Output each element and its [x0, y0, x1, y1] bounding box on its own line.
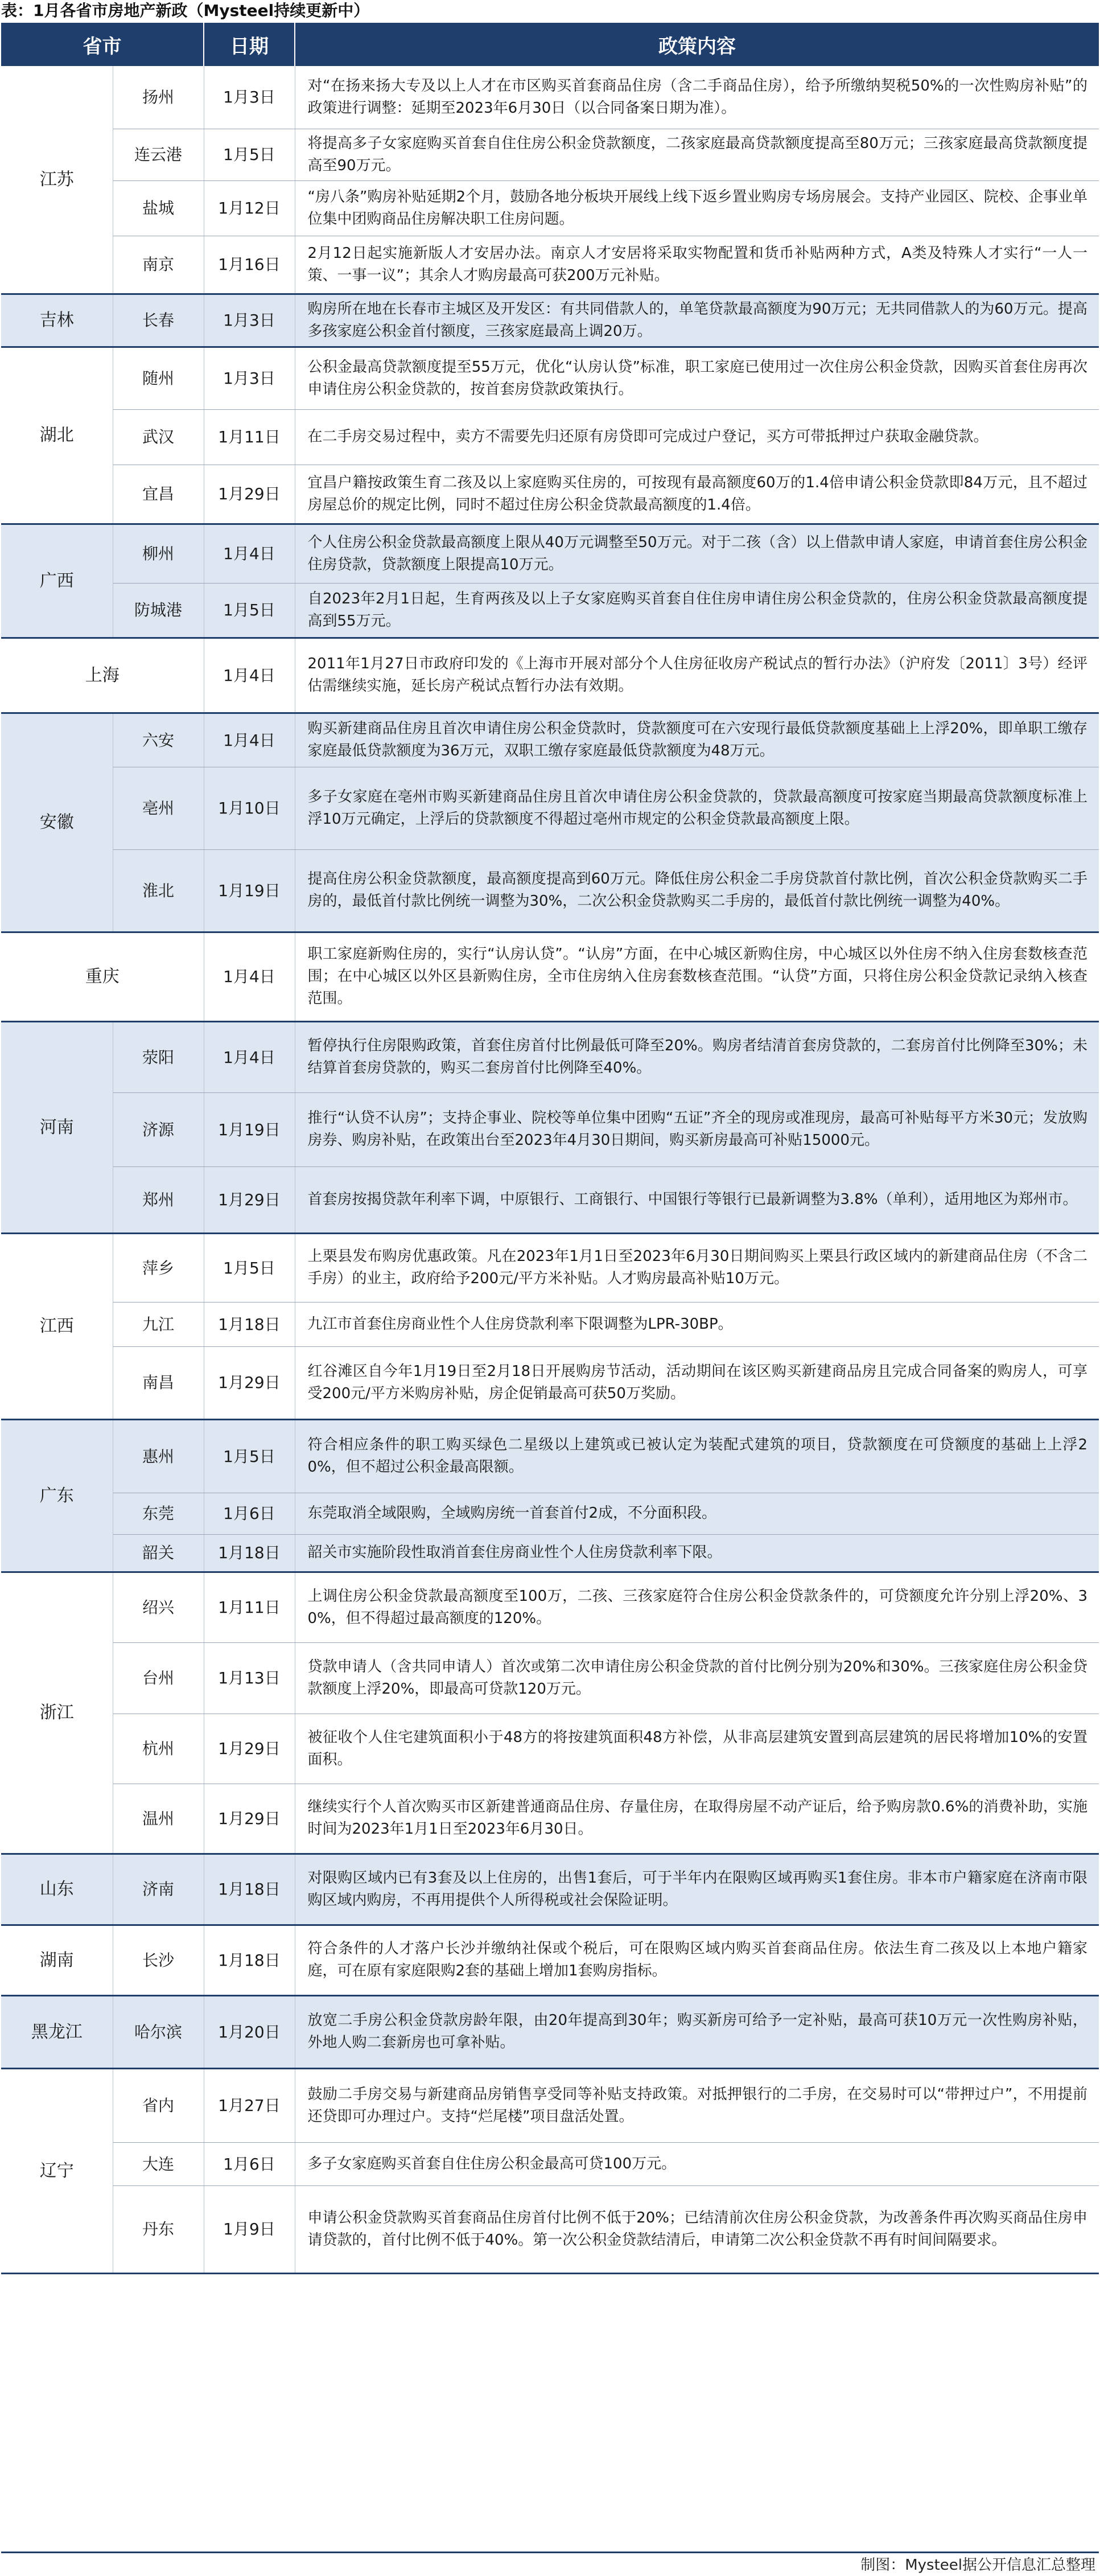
city-cell: 郑州 — [113, 1166, 204, 1233]
table-row — [1, 1021, 1099, 1092]
table-row — [1, 465, 1099, 524]
table-row — [1, 583, 1099, 638]
province-cell: 辽宁 — [1, 2068, 113, 2273]
policy-table — [1, 23, 1099, 2274]
table-row — [1, 1714, 1099, 1784]
date-cell: 1月29日 — [204, 1714, 295, 1784]
date-cell: 1月11日 — [204, 1572, 295, 1642]
date-cell: 1月3日 — [204, 294, 295, 347]
city-cell: 长沙 — [113, 1925, 204, 1995]
policy-cell: 多子女家庭在亳州市购买新建商品住房且首次申请住房公积金贷款的，贷款最高额度可按家庭当期最高贷款额度标准上浮10万元确定，上浮后的贷款额度不得超过亳州市规定的公积金贷款最高额度上限。 — [295, 767, 1099, 849]
policy-cell: 韶关市实施阶段性取消首套住房商业性个人住房贷款利率下限。 — [295, 1534, 1099, 1572]
table-row — [1, 294, 1099, 347]
table-row — [1, 1166, 1099, 1233]
table-row — [1, 347, 1099, 409]
date-cell: 1月29日 — [204, 1346, 295, 1419]
source-note: 制图：Mysteel据公开信息汇总整理 — [860, 2557, 1095, 2574]
header-province: 省市 — [1, 23, 204, 66]
date-cell: 1月9日 — [204, 2185, 295, 2273]
province-cell: 江西 — [1, 1233, 113, 1419]
city-cell: 南昌 — [113, 1346, 204, 1419]
date-cell: 1月6日 — [204, 2142, 295, 2185]
city-cell: 防城港 — [113, 583, 204, 638]
table-row — [1, 1854, 1099, 1925]
policy-cell: 东莞取消全域限购，全域购房统一首套首付2成，不分面积段。 — [295, 1493, 1099, 1534]
date-cell: 1月11日 — [204, 409, 295, 465]
city-cell: 长春 — [113, 294, 204, 347]
date-cell: 1月13日 — [204, 1642, 295, 1714]
policy-cell: 暂停执行住房限购政策，首套住房首付比例最低可降至20%。购房者结清首套房贷款的，二套房首付比例降至30%；未结算首套房贷款的，购买二套房首付比例降至40%。 — [295, 1021, 1099, 1092]
policy-cell: 提高住房公积金贷款额度，最高额度提高到60万元。降低住房公积金二手房贷款首付款比例，首次公积金贷款购买二手房的，最低首付款比例统一调整为30%，二次公积金贷款购买二手房的，最低首付款比例统一调整为40%。 — [295, 849, 1099, 932]
date-cell: 1月5日 — [204, 129, 295, 180]
province-cell: 重庆 — [1, 932, 204, 1021]
date-cell: 1月27日 — [204, 2068, 295, 2142]
table-row — [1, 1642, 1099, 1714]
policy-cell: 对限购区域内已有3套及以上住房的，出售1套后，可于半年内在限购区域再购买1套住房。非本市户籍家庭在济南市限购区域内购房，不再用提供个人所得税或社会保险证明。 — [295, 1854, 1099, 1925]
policy-cell: 上栗县发布购房优惠政策。凡在2023年1月1日至2023年6月30日期间购买上栗县行政区域内的新建商品住房（不含二手房）的业主，政府给予200元/平方米补贴。人才购房最高补贴10万元。 — [295, 1233, 1099, 1302]
city-cell: 九江 — [113, 1302, 204, 1346]
date-cell: 1月5日 — [204, 583, 295, 638]
policy-cell: 对“在扬来扬大专及以上人才在市区购买首套商品住房（含二手商品住房），给予所缴纳契税50%的一次性购房补贴”的政策进行调整：延期至2023年6月30日（以合同备案日期为准）。 — [295, 66, 1099, 129]
policy-cell: 继续实行个人首次购买市区新建普通商品住房、存量住房，在取得房屋不动产证后，给予购房款0.6%的消费补助，实施时间为2023年1月1日至2023年6月30日。 — [295, 1784, 1099, 1854]
date-cell: 1月18日 — [204, 1925, 295, 1995]
policy-cell: 职工家庭新购住房的，实行“认房认贷”。“认房”方面，在中心城区新购住房，中心城区以外住房不纳入住房套数核查范围；在中心城区以外区县新购住房，全市住房纳入住房套数核查范围。“认贷”方面，只将住房公积金贷款记录纳入核查范围。 — [295, 932, 1099, 1021]
policy-cell: 将提高多子女家庭购买首套自住住房公积金贷款额度，二孩家庭最高贷款额度提高至80万元；三孩家庭最高贷款额度提高至90万元。 — [295, 129, 1099, 180]
province-cell: 吉林 — [1, 294, 113, 347]
date-cell: 1月4日 — [204, 1021, 295, 1092]
date-cell: 1月3日 — [204, 347, 295, 409]
policy-cell: 宜昌户籍按政策生育二孩及以上家庭购买住房的，可按现有最高额度60万的1.4倍申请公积金贷款即84万元，且不超过房屋总价的规定比例，同时不超过住房公积金贷款最高额度的1.4倍。 — [295, 465, 1099, 524]
province-cell: 安徽 — [1, 713, 113, 932]
table-row — [1, 1995, 1099, 2068]
table-row — [1, 180, 1099, 236]
date-cell: 1月19日 — [204, 1092, 295, 1166]
policy-cell: 推行“认贷不认房”；支持企事业、院校等单位集中团购“五证”齐全的现房或准现房，最高可补贴每平方米30元；发放购房券、购房补贴，在政策出台至2023年4月30日期间，购买新房最高可补贴15000元。 — [295, 1092, 1099, 1166]
footer-divider — [1, 2552, 1099, 2553]
province-cell: 山东 — [1, 1854, 113, 1925]
city-cell: 南京 — [113, 236, 204, 294]
date-cell: 1月18日 — [204, 1534, 295, 1572]
table-row — [1, 1572, 1099, 1642]
policy-cell: 公积金最高贷款额度提至55万元，优化“认房认贷”标准，职工家庭已使用过一次住房公积金贷款，因购买首套住房再次申请住房公积金贷款的，按首套房贷款政策执行。 — [295, 347, 1099, 409]
table-row — [1, 2185, 1099, 2273]
table-row — [1, 236, 1099, 294]
table-body — [1, 66, 1099, 2273]
city-cell: 台州 — [113, 1642, 204, 1714]
policy-cell: 符合相应条件的职工购买绿色二星级以上建筑或已被认定为装配式建筑的项目，贷款额度在可贷额度的基础上上浮20%，但不超过公积金最高限额。 — [295, 1419, 1099, 1493]
table-row — [1, 1302, 1099, 1346]
province-cell: 黑龙江 — [1, 1995, 113, 2068]
header-policy: 政策内容 — [295, 23, 1099, 66]
province-cell: 江苏 — [1, 66, 113, 294]
header-date: 日期 — [204, 23, 295, 66]
province-cell: 浙江 — [1, 1572, 113, 1854]
table-row — [1, 1346, 1099, 1419]
city-cell: 温州 — [113, 1784, 204, 1854]
table-row — [1, 1925, 1099, 1995]
date-cell: 1月5日 — [204, 1233, 295, 1302]
table-row — [1, 767, 1099, 849]
date-cell: 1月29日 — [204, 465, 295, 524]
city-cell: 荥阳 — [113, 1021, 204, 1092]
city-cell: 大连 — [113, 2142, 204, 2185]
table-row — [1, 1092, 1099, 1166]
date-cell: 1月3日 — [204, 66, 295, 129]
table-row — [1, 1233, 1099, 1302]
date-cell: 1月4日 — [204, 638, 295, 713]
date-cell: 1月19日 — [204, 849, 295, 932]
policy-cell: 2011年1月27日市政府印发的《上海市开展对部分个人住房征收房产税试点的暂行办法》（沪府发〔2011〕3号）经评估需继续实施，延长房产税试点暂行办法有效期。 — [295, 638, 1099, 713]
table-row — [1, 2142, 1099, 2185]
city-cell: 济南 — [113, 1854, 204, 1925]
date-cell: 1月4日 — [204, 932, 295, 1021]
date-cell: 1月29日 — [204, 1166, 295, 1233]
table-row — [1, 1784, 1099, 1854]
city-cell: 连云港 — [113, 129, 204, 180]
city-cell: 武汉 — [113, 409, 204, 465]
policy-cell: 自2023年2月1日起，生育两孩及以上子女家庭购买首套自住住房申请住房公积金贷款的，住房公积金贷款最高额度提高到55万元。 — [295, 583, 1099, 638]
city-cell: 韶关 — [113, 1534, 204, 1572]
policy-cell: 购房所在地在长春市主城区及开发区：有共同借款人的，单笔贷款最高额度为90万元；无共同借款人的为60万元。提高多孩家庭公积金首付额度，三孩家庭最高上调20万。 — [295, 294, 1099, 347]
policy-cell: 2月12日起实施新版人才安居办法。南京人才安居将采取实物配置和货币补贴两种方式，A类及特殊人才实行“一人一策、一事一议”；其余人才购房最高可获200万元补贴。 — [295, 236, 1099, 294]
date-cell: 1月16日 — [204, 236, 295, 294]
city-cell: 亳州 — [113, 767, 204, 849]
city-cell: 盐城 — [113, 180, 204, 236]
table-row — [1, 524, 1099, 583]
date-cell: 1月4日 — [204, 524, 295, 583]
date-cell: 1月10日 — [204, 767, 295, 849]
date-cell: 1月29日 — [204, 1784, 295, 1854]
city-cell: 六安 — [113, 713, 204, 767]
city-cell: 丹东 — [113, 2185, 204, 2273]
policy-cell: 申请公积金贷款购买首套商品住房首付比例不低于20%；已结清前次住房公积金贷款，为改善条件再次购买商品住房申请贷款的，首付比例不低于40%。第一次公积金贷款结清后，申请第二次公积金贷款不再有时间间隔要求。 — [295, 2185, 1099, 2273]
table-row — [1, 2068, 1099, 2142]
city-cell: 淮北 — [113, 849, 204, 932]
city-cell: 随州 — [113, 347, 204, 409]
policy-cell: 符合条件的人才落户长沙并缴纳社保或个税后，可在限购区域内购买首套商品住房。依法生育二孩及以上本地户籍家庭，可在原有家庭限购2套的基础上增加1套购房指标。 — [295, 1925, 1099, 1995]
policy-cell: 红谷滩区自今年1月19日至2月18日开展购房节活动，活动期间在该区购买新建商品房且完成合同备案的购房人，可享受200元/平方米购房补贴，房企促销最高可获50万奖励。 — [295, 1346, 1099, 1419]
date-cell: 1月18日 — [204, 1854, 295, 1925]
city-cell: 杭州 — [113, 1714, 204, 1784]
policy-cell: 个人住房公积金贷款最高额度上限从40万元调整至50万元。对于二孩（含）以上借款申请人家庭，申请首套住房公积金住房贷款，贷款额度上限提高10万元。 — [295, 524, 1099, 583]
table-row — [1, 129, 1099, 180]
date-cell: 1月4日 — [204, 713, 295, 767]
city-cell: 哈尔滨 — [113, 1995, 204, 2068]
policy-cell: 购买新建商品住房且首次申请住房公积金贷款时，贷款额度可在六安现行最低贷款额度基础上上浮20%，即单职工缴存家庭最低贷款额度为36万元，双职工缴存家庭最低贷款额度为48万元。 — [295, 713, 1099, 767]
policy-cell: 放宽二手房公积金贷款房龄年限，由20年提高到30年；购买新房可给予一定补贴，最高可获10万元一次性购房补贴，外地人购二套新房也可拿补贴。 — [295, 1995, 1099, 2068]
province-cell: 上海 — [1, 638, 204, 713]
policy-cell: 上调住房公积金贷款最高额度至100万，二孩、三孩家庭符合住房公积金贷款条件的，可贷额度允许分别上浮20%、30%，但不得超过最高额度的120%。 — [295, 1572, 1099, 1642]
page-title: 表：1月各省市房地产新政（Mysteel持续更新中） — [1, 1, 370, 20]
date-cell: 1月18日 — [204, 1302, 295, 1346]
policy-cell: 贷款申请人（含共同申请人）首次或第二次申请住房公积金贷款的首付比例分别为20%和30%。三孩家庭住房公积金贷款额度上浮20%，即最高可贷款120万元。 — [295, 1642, 1099, 1714]
city-cell: 惠州 — [113, 1419, 204, 1493]
policy-cell: 首套房按揭贷款年利率下调，中原银行、工商银行、中国银行等银行已最新调整为3.8%（单利），适用地区为郑州市。 — [295, 1166, 1099, 1233]
city-cell: 绍兴 — [113, 1572, 204, 1642]
policy-cell: 鼓励二手房交易与新建商品房销售享受同等补贴支持政策。对抵押银行的二手房，在交易时可以“带押过户”，不用提前还贷即可办理过户。支持“烂尾楼”项目盘活处置。 — [295, 2068, 1099, 2142]
policy-cell: 多子女家庭购买首套自住住房公积金最高可贷100万元。 — [295, 2142, 1099, 2185]
table-header-row — [1, 23, 1099, 66]
table-row — [1, 1419, 1099, 1493]
policy-cell: 九江市首套住房商业性个人住房贷款利率下限调整为LPR-30BP。 — [295, 1302, 1099, 1346]
table-row — [1, 638, 1099, 713]
date-cell: 1月20日 — [204, 1995, 295, 2068]
table-row — [1, 932, 1099, 1021]
date-cell: 1月12日 — [204, 180, 295, 236]
city-cell: 萍乡 — [113, 1233, 204, 1302]
table-row — [1, 66, 1099, 129]
province-cell: 湖南 — [1, 1925, 113, 1995]
city-cell: 柳州 — [113, 524, 204, 583]
city-cell: 扬州 — [113, 66, 204, 129]
policy-cell: “房八条”购房补贴延期2个月，鼓励各地分板块开展线上线下返乡置业购房专场房展会。支持产业园区、院校、企事业单位集中团购商品住房解决职工住房问题。 — [295, 180, 1099, 236]
city-cell: 东莞 — [113, 1493, 204, 1534]
city-cell: 省内 — [113, 2068, 204, 2142]
province-cell: 河南 — [1, 1021, 113, 1233]
province-cell: 广西 — [1, 524, 113, 638]
province-cell: 广东 — [1, 1419, 113, 1572]
table-row — [1, 1534, 1099, 1572]
table-row — [1, 713, 1099, 767]
policy-cell: 在二手房交易过程中，卖方不需要先归还原有房贷即可完成过户登记，买方可带抵押过户获取金融贷款。 — [295, 409, 1099, 465]
city-cell: 宜昌 — [113, 465, 204, 524]
table-row — [1, 1493, 1099, 1534]
policy-cell: 被征收个人住宅建筑面积小于48方的将按建筑面积48方补偿，从非高层建筑安置到高层建筑的居民将增加10%的安置面积。 — [295, 1714, 1099, 1784]
date-cell: 1月5日 — [204, 1419, 295, 1493]
table-row — [1, 409, 1099, 465]
city-cell: 济源 — [113, 1092, 204, 1166]
date-cell: 1月6日 — [204, 1493, 295, 1534]
table-row — [1, 849, 1099, 932]
province-cell: 湖北 — [1, 347, 113, 524]
